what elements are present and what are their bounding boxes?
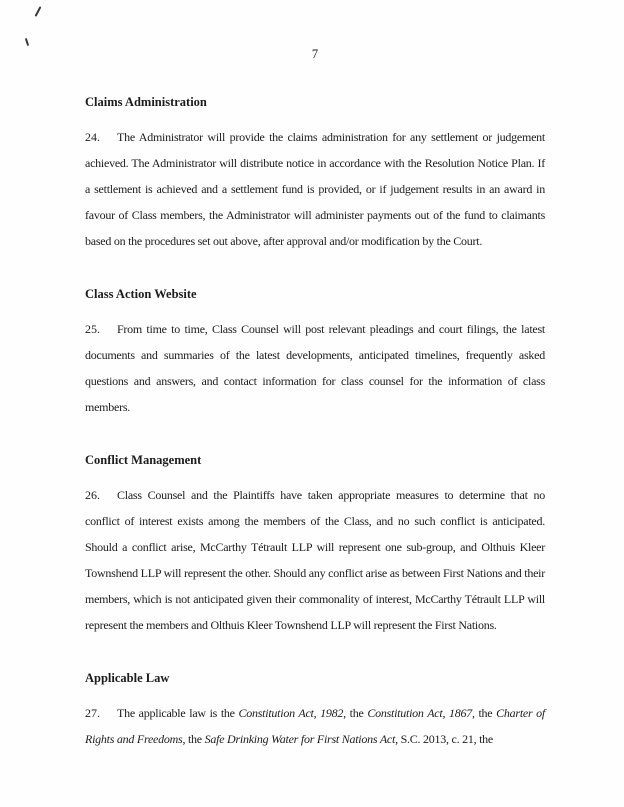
paragraph-number: 24. bbox=[85, 130, 100, 144]
pen-mark bbox=[35, 6, 42, 17]
section-heading: Conflict Management bbox=[85, 453, 202, 467]
paragraph-26 bbox=[85, 482, 545, 638]
section-conflict-management bbox=[85, 452, 545, 638]
paragraph-text-segment-italic: Constitution Act, 1867 bbox=[367, 706, 472, 720]
paragraph-text-segment: , S.C. 2013, c. 21, the bbox=[395, 732, 493, 746]
section-claims-administration bbox=[85, 94, 545, 254]
paragraph-number: 27. bbox=[85, 706, 100, 720]
paragraph-text-segment: , the bbox=[471, 706, 497, 720]
paragraph-text: From time to time, Class Counsel will post relevant pleadings and court filings, the latest documents and summaries of the latest developments, anticipated timelines, frequently asked questions and answers, and contact information for class counsel for the information of class members. bbox=[85, 322, 545, 414]
paragraph-text: Class Counsel and the Plaintiffs have taken appropriate measures to determine that no conflict of interest exists among the members of the Class, and no such conflict is anticipated. Should a conflict arise, McCarthy Tétrault LLP will represent one sub-group, and Olthuis Kleer Townshend LLP will represent the other. Should any conflict arise as between First Nations and their members, which is not anticipated given their commonality of interest, McCarthy Tétrault LLP will represent the members and Olthuis Kleer Townshend LLP will represent the First Nations. bbox=[85, 488, 545, 632]
paragraph-text: The Administrator will provide the claims administration for any settlement or judgement achieved. The Administrator will distribute notice in accordance with the Resolution Notice Plan. If a settlement is achieved and a settlement fund is provided, or if judgement results in an award in favour of Class members, the Administrator will administer payments out of the fund to claimants based on the procedures set out above, after approval and/or modification by the Court. bbox=[85, 130, 545, 248]
paragraph-24 bbox=[85, 124, 545, 254]
paragraph-text-segment-italic: Safe Drinking Water for First Nations Act bbox=[204, 732, 396, 746]
paragraph-number: 26. bbox=[85, 488, 100, 502]
section-heading: Claims Administration bbox=[85, 95, 207, 109]
paragraph-27 bbox=[85, 700, 545, 752]
paragraph-text-segment: The applicable law is the bbox=[117, 706, 239, 720]
paragraph-text-segment: , the bbox=[182, 732, 205, 746]
section-heading: Applicable Law bbox=[85, 671, 170, 685]
paragraph-25 bbox=[85, 316, 545, 420]
paragraph-text-segment-italic: Charter of Rights and Freedoms bbox=[85, 706, 546, 746]
section-heading: Class Action Website bbox=[85, 287, 197, 301]
paragraph-number: 25. bbox=[85, 322, 100, 336]
page-number: 7 bbox=[311, 47, 319, 61]
paragraph-text-segment: , the bbox=[343, 706, 368, 720]
section-applicable-law bbox=[85, 670, 545, 752]
section-class-action-website bbox=[85, 286, 545, 420]
paragraph-text-segment-italic: Constitution Act, 1982 bbox=[238, 706, 344, 720]
pen-mark bbox=[25, 38, 29, 46]
